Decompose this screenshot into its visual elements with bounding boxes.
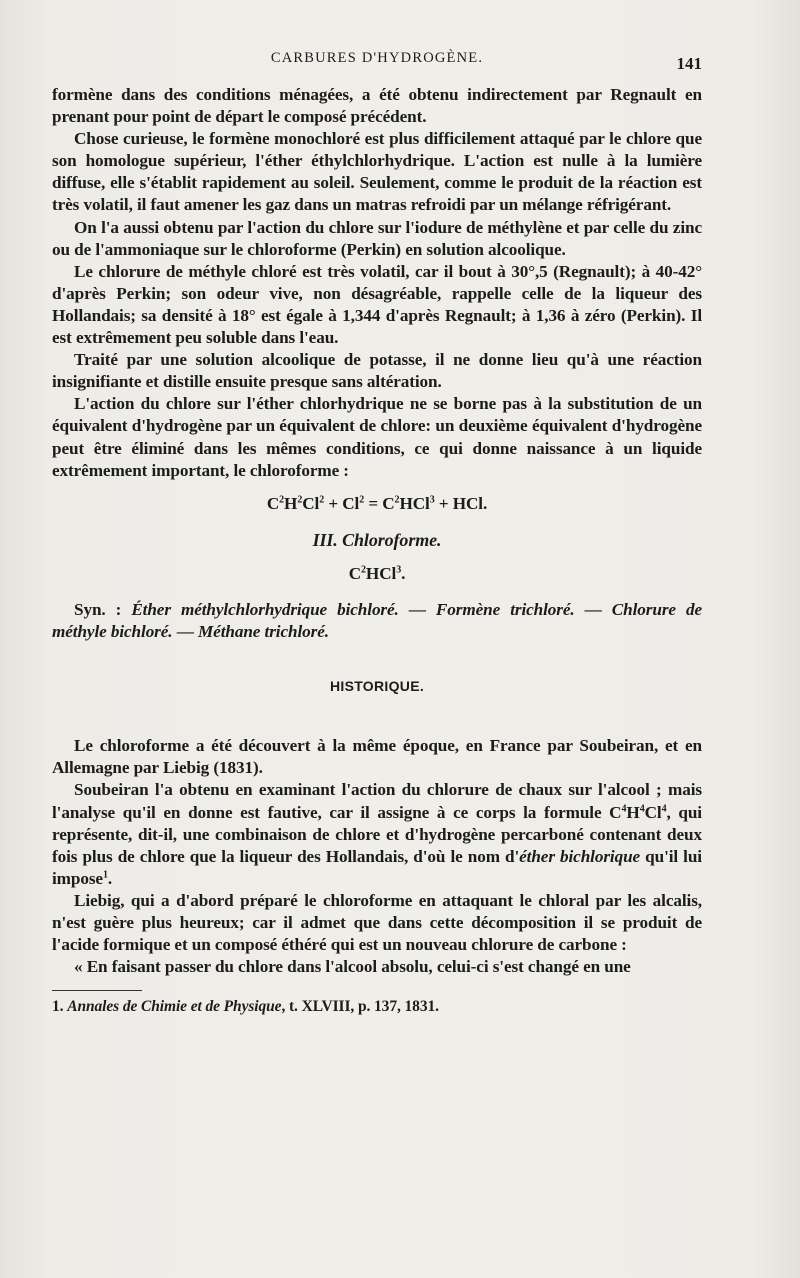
chemical-equation: $C^2H^2Cl^2 + Cl^2 = C^2HCl^3$ + HCl. xyxy=(266,493,488,513)
paragraph: Chose curieuse, le formène monochloré est plus difficilement attaqué par le chlore que son homologue supérieur, l'éther éthylchlorhydrique. L'action est nulle à la lumière diffuse, elle s'établit rapidement au soleil. Seulement, comme le produit de la réaction est très volatil, il faut amener les gaz dans un matras refroidi par un mélange réfrigérant. xyxy=(52,129,702,215)
paragraph: « En faisant passer du chlore dans l'alcool absolu, celui-ci s'est changé en une xyxy=(74,957,631,977)
historique-heading: HISTORIQUE. xyxy=(329,678,425,695)
paragraph: On l'a aussi obtenu par l'action du chlore sur l'iodure de méthylène et par celle du zinc ou de l'ammoniaque sur le chloroforme (Perkin) en solution alcoolique. xyxy=(52,217,702,259)
footnote: 1. Annales de Chimie et de Physique, t. XLVIII, p. 137, 1831. xyxy=(52,998,439,1016)
paragraph: Traité par une solution alcoolique de potasse, il ne donne lieu qu'à une réaction insignifiante et distille ensuite presque sans altération. xyxy=(52,350,702,392)
paragraph: Le chlorure de méthyle chloré est très volatil, car il bout à 30°,5 (Regnault); à 40-42° d'après Perkin; son odeur vive, non désagréable, rappelle celle de la liqueur des Hollandais; sa densité à 18° est égale à 1,344 d'après Regnault; à 1,36 à zéro (Perkin). Il est extrêmement peu soluble dans l'eau. xyxy=(52,261,702,348)
page-number: 141 xyxy=(676,54,702,73)
paragraph: formène dans des conditions ménagées, a été obtenu indirectement par Regnault en prenant pour point de départ le composé précédent. xyxy=(52,85,702,127)
paragraph: Le chloroforme a été découvert à la même époque, en France par Soubeiran, et en Allemagne par Liebig (1831). xyxy=(52,736,702,778)
paragraph: L'action du chlore sur l'éther chlorhydrique ne se borne pas à la substitution de un équivalent d'hydrogène par un équivalent de chlore: un deuxième équivalent d'hydrogène peut être éliminé dans les mêmes conditions, ce qui donne naissance à un liquide extrêmement important, le chloroforme : xyxy=(52,394,702,480)
section-title: III. Chloroforme. xyxy=(312,529,442,550)
synonyms: Syn. : Éther méthylchlorhydrique bichloré. — Formène trichloré. — Chlorure de méthyle bichloré. — Méthane trichloré. xyxy=(52,599,702,642)
running-head: CARBURES D'HYDROGÈNE. xyxy=(270,50,484,66)
footnote-rule xyxy=(52,990,142,991)
page-header xyxy=(52,50,702,74)
paragraph: Liebig, qui a d'abord préparé le chloroforme en attaquant le chloral par les alcalis, n'est guère plus heureux; car il admet que dans cette décomposition il se produit de l'acide formique et un composé éthéré qui est un nouveau chlorure de carbone : xyxy=(52,890,702,955)
paragraph: Soubeiran l'a obtenu en examinant l'action du chlorure de chaux sur l'alcool ; mais l'analyse qu'il en donne est fautive, car il assigne à ce corps la formule $C^4H^4Cl^4$, qui représente, dit-il, une combinaison de chlore et d'hydrogène percarboné contenant deux fois plus de chlore que la liqueur des Hollandais, d'où le nom d'éther bichlorique qu'il lui impose$^1$. xyxy=(52,780,702,888)
footnote-marker: 1 xyxy=(102,869,108,881)
section-formula: $C^2HCl^3$. xyxy=(348,563,406,583)
page-body xyxy=(52,84,702,1017)
